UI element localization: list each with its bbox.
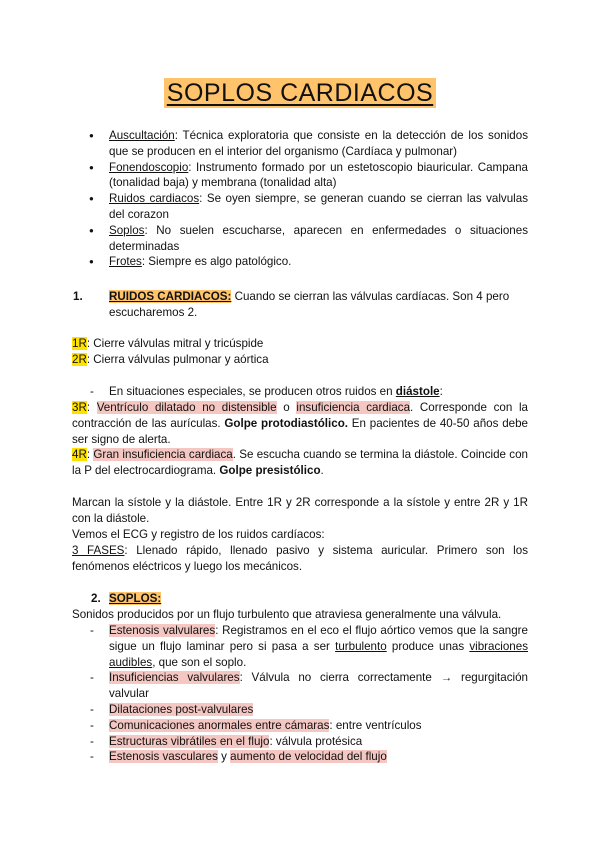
list-item: - En situaciones especiales, se producen otros ruidos en diástole: [72,384,528,400]
list-item: - Estenosis vasculares y aumento de velocidad del flujo [72,749,528,765]
section-1-heading: 1. RUIDOS CARDIACOS: Cuando se cierran las válvulas cardíacas. Son 4 pero escucharemos 2. [73,290,510,319]
paragraph-phases: 3 FASES: Llenado rápido, llenado pasivo y sistema auricular. Primero son los fenómenos eléctricos y luego los mecánicos. [72,544,529,573]
list-item: ● Fonendoscopio: Instrumento formado por un estetoscopio biauricular. Campana (tonalidad baja) y membrana (tonalidad alta) [72,160,528,192]
list-item: ● Ruidos cardiacos: Se oyen siempre, se generan cuando se cierran las valvulas del corazon [72,191,528,223]
list-item: - Comunicaciones anormales entre cámaras: entre ventrículos [72,718,528,734]
r1-line: 1R: Cierre válvulas mitral y tricúspide [72,337,264,350]
page-title: SOPLOS CARDIACOS [164,78,436,108]
section-2-intro: Sonidos producidos por un flujo turbulento que atraviesa generalmente una válvula. [72,608,502,621]
list-item: ● Soplos: No suelen escucharse, aparecen en enfermedades o situaciones determinadas [72,223,528,255]
list-item: ● Frotes: Siempre es algo patológico. [72,254,528,270]
paragraph-ecg: Vemos el ECG y registro de los ruidos cardíacos: [72,528,325,541]
paragraph-sistole-diastole: Marcan la sístole y la diástole. Entre 1R y 2R corresponde a la sístole y entre 2R y 1R con la diástole. [72,496,528,525]
special-note [72,384,528,400]
section-2-heading: 2. SOPLOS: [91,592,162,605]
list-item: - Estructuras vibrátiles en el flujo: válvula protésica [72,734,528,750]
r4-paragraph: 4R: Gran insuficiencia cardiaca. Se escucha cuando se termina la diástole. Coincide con la P del electrocardiograma. Golpe presistólico. [72,448,528,477]
r3-paragraph: 3R: Ventrículo dilatado no distensible o insuficiencia cardiaca. Corresponde con la contracción de las aurículas. Golpe protodiastólico. En pacientes de 40-50 años debe ser signo de alerta. [72,401,528,446]
list-item: - Insuficiencias valvulares: Válvula no cierra correctamente → regurgitación valvular [72,670,528,702]
list-item: ● Auscultación: Técnica exploratoria que consiste en la detección de los sonidos que se producen en el interior del organismo (Cardíaca y pulmonar) [72,128,528,160]
list-item: - Estenosis valvulares: Registramos en el eco el flujo aórtico vemos que la sangre sigue un flujo laminar pero si pasa a ser turbulento produce unas vibraciones audibles, que son el soplo. [72,623,528,670]
definitions-list [72,128,528,270]
list-item: - Dilataciones post-valvulares [72,702,528,718]
r2-line: 2R: Cierra válvulas pulmonar y aórtica [72,353,269,366]
soplos-list [72,623,528,765]
